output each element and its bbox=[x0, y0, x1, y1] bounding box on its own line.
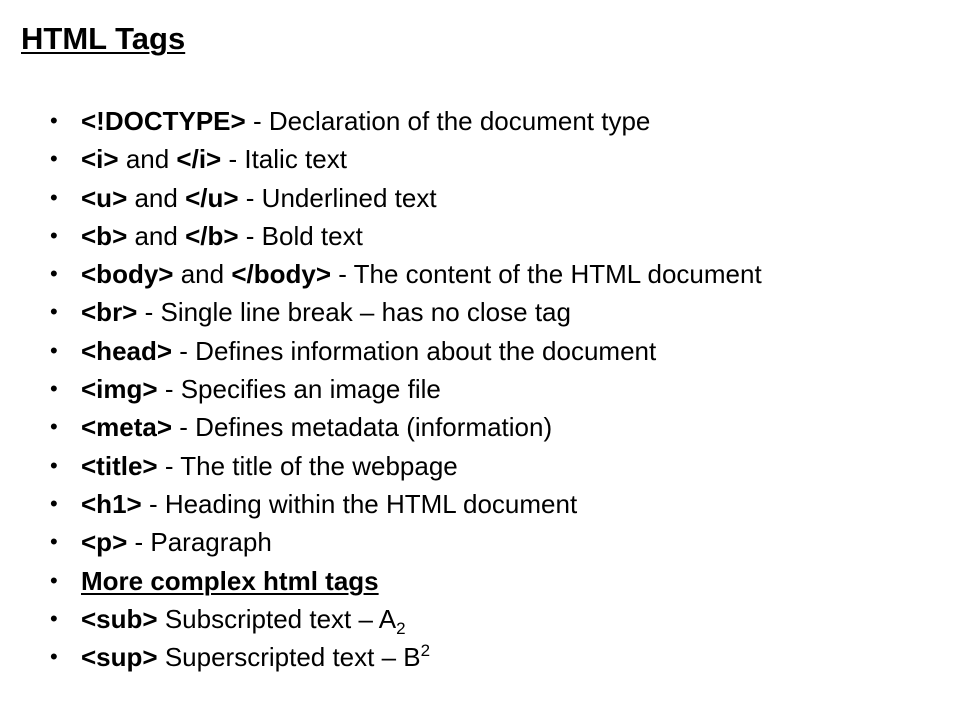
tag-description: Superscripted text – B bbox=[157, 642, 421, 673]
tag-description: - Defines metadata (information) bbox=[172, 412, 553, 443]
tag-name: <h1> bbox=[81, 488, 142, 519]
bullet-icon: • bbox=[50, 337, 58, 363]
tag-name: <head> bbox=[81, 335, 173, 366]
closing-tag-name: </i> bbox=[176, 144, 222, 175]
tag-description: - Heading within the HTML document bbox=[141, 488, 578, 519]
bullet-icon: • bbox=[50, 146, 58, 172]
closing-tag-name: </body> bbox=[231, 259, 332, 290]
tag-description: - The content of the HTML document bbox=[331, 259, 762, 290]
slide-title: HTML Tags bbox=[21, 21, 186, 56]
connector-text: and bbox=[127, 182, 186, 213]
connector-text: and bbox=[173, 259, 232, 290]
tag-name: <!DOCTYPE> bbox=[81, 106, 246, 136]
superscript-example: 2 bbox=[420, 641, 431, 661]
closing-tag-name: </b> bbox=[185, 220, 239, 251]
tag-description: Subscripted text – A bbox=[157, 603, 397, 634]
tag-description: - The title of the webpage bbox=[157, 450, 458, 481]
bullet-icon: • bbox=[50, 299, 58, 325]
tag-description: - Specifies an image file bbox=[157, 374, 441, 405]
tag-name: <i> bbox=[81, 144, 119, 175]
bullet-icon: • bbox=[50, 414, 58, 440]
tag-description: - Bold text bbox=[238, 220, 363, 251]
tag-description: - Single line break – has no close tag bbox=[137, 297, 571, 328]
tag-description: - Italic text bbox=[221, 144, 347, 175]
tag-name: <img> bbox=[81, 374, 158, 405]
tag-name: <u> bbox=[81, 182, 128, 213]
bullet-icon: • bbox=[50, 644, 58, 670]
tag-description: - Declaration of the document type bbox=[245, 106, 651, 136]
tag-description: - Defines information about the document bbox=[172, 335, 657, 366]
bullet-icon: • bbox=[50, 529, 58, 555]
closing-tag-name: </u> bbox=[185, 182, 239, 213]
tag-name: <p> bbox=[81, 527, 128, 558]
complex-tags-heading: More complex html tags bbox=[81, 565, 379, 596]
tag-name: <meta> bbox=[81, 412, 173, 443]
bullet-icon: • bbox=[50, 108, 58, 133]
tag-name: <br> bbox=[81, 297, 138, 328]
connector-text: and bbox=[118, 144, 177, 175]
bullet-icon: • bbox=[50, 490, 58, 516]
tag-name: <b> bbox=[81, 220, 128, 251]
tag-description: - Paragraph bbox=[127, 527, 272, 558]
bullet-icon: • bbox=[50, 567, 58, 593]
tag-name: <sup> bbox=[81, 642, 158, 673]
bullet-icon: • bbox=[50, 261, 58, 287]
tag-description: - Underlined text bbox=[238, 182, 437, 213]
connector-text: and bbox=[127, 220, 186, 251]
subscript-example: 2 bbox=[396, 618, 406, 638]
tag-name: <body> bbox=[81, 259, 174, 290]
bullet-icon: • bbox=[50, 184, 58, 210]
tag-name: <title> bbox=[81, 450, 158, 481]
bullet-icon: • bbox=[50, 376, 58, 402]
bullet-icon: • bbox=[50, 452, 58, 478]
tag-name: <sub> bbox=[81, 603, 158, 634]
bullet-icon: • bbox=[50, 222, 58, 248]
bullet-icon: • bbox=[50, 605, 58, 631]
